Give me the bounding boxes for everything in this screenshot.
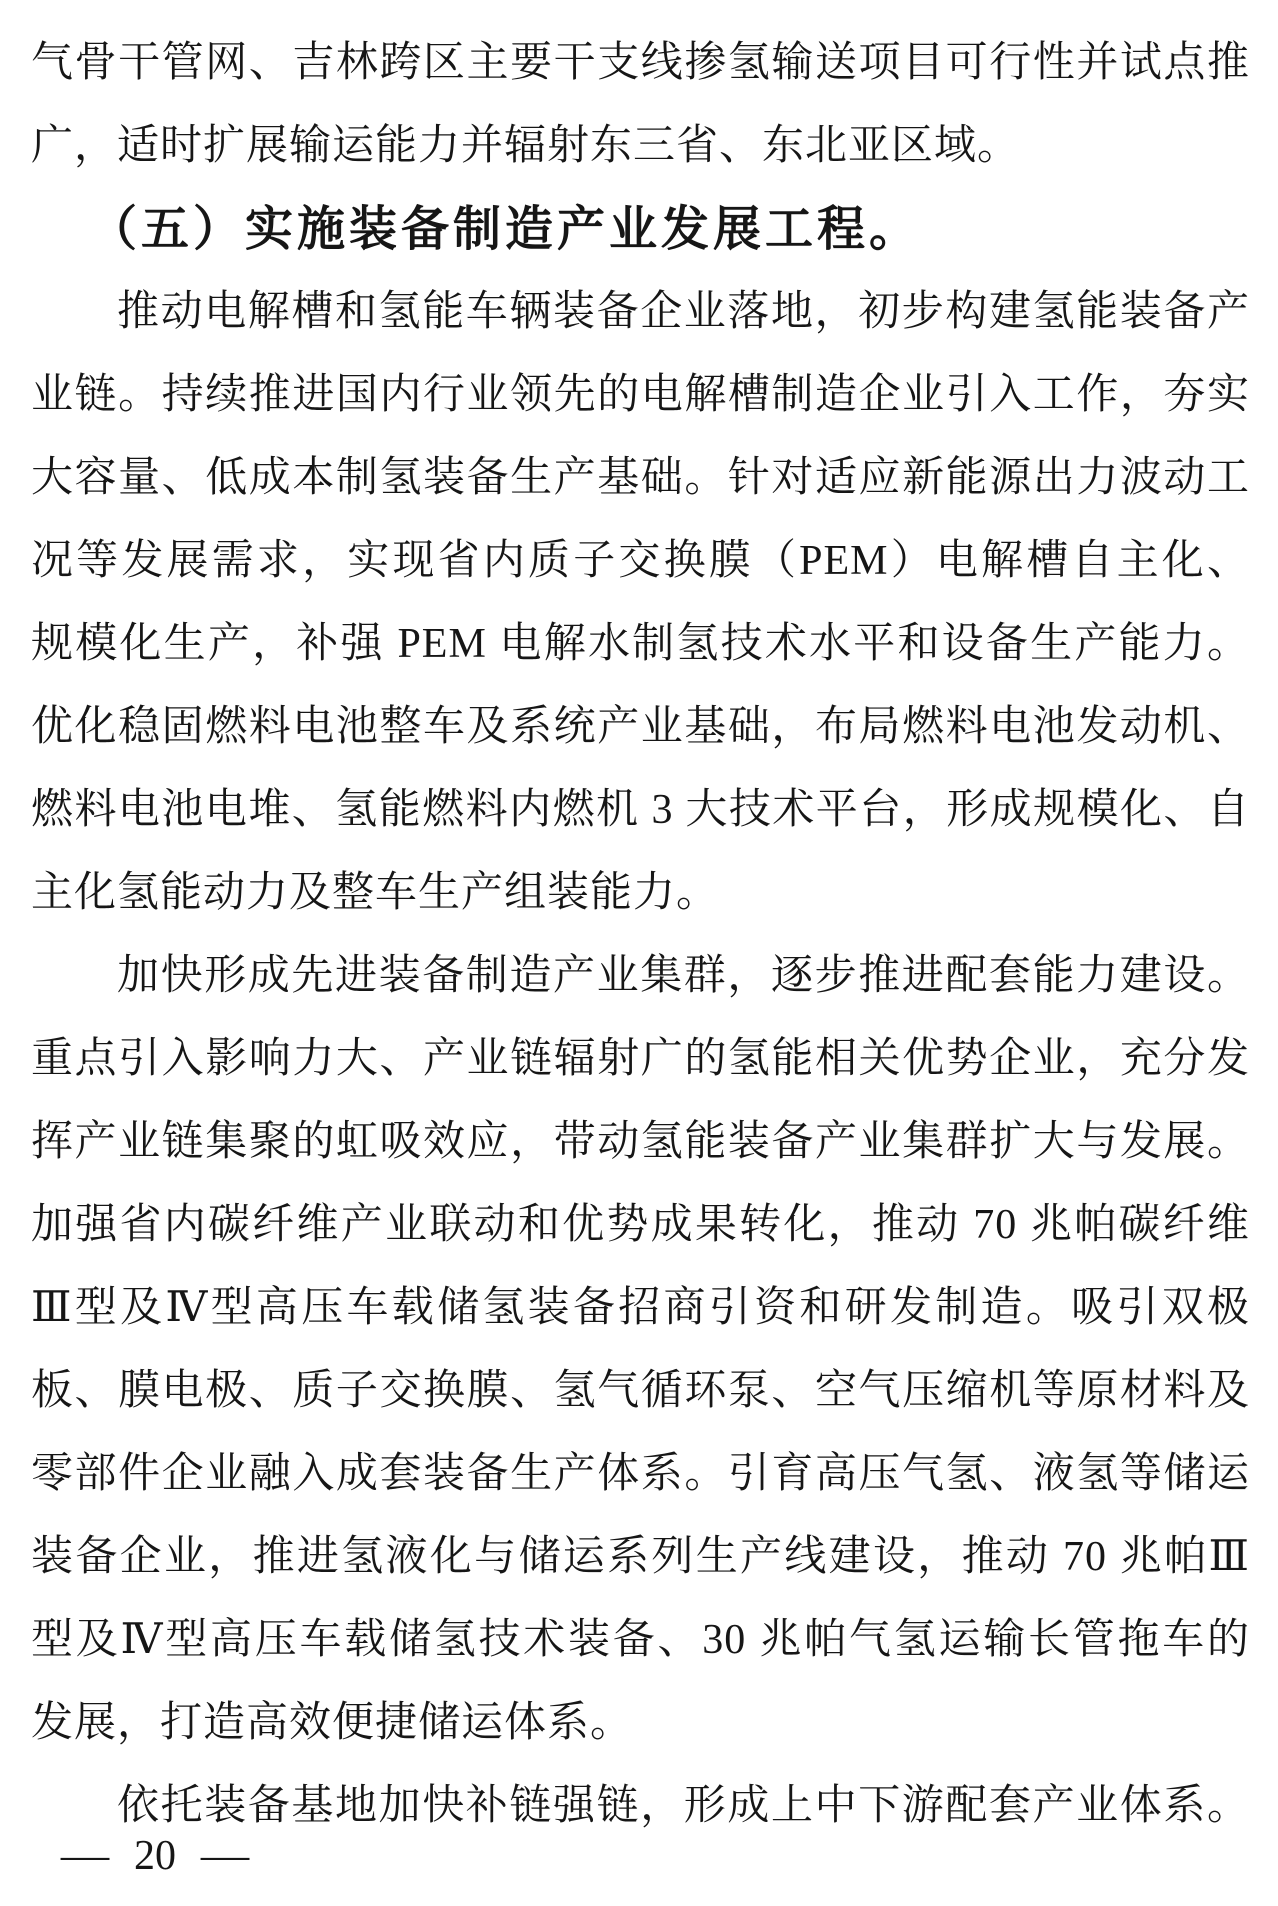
section-heading: （五）实施装备制造产业发展工程。 [89,203,922,256]
footer-right-dash: — [200,1833,250,1879]
body-text-line-16: Ⅲ型及Ⅳ型高压车载储氢装备招商引资和研发制造。吸引双极 [31,1285,1250,1331]
body-text-line-18: 零部件企业融入成套装备生产体系。引育高压气氢、液氢等储运 [31,1451,1250,1497]
body-text-line-4: 推动电解槽和氢能车辆装备企业落地，初步构建氢能装备产 [117,289,1250,335]
body-text-line-17: 板、膜电极、质子交换膜、氢气循环泵、空气压缩机等原材料及 [31,1368,1250,1414]
body-text-line-10: 燃料电池电堆、氢能燃料内燃机 3 大技术平台，形成规模化、自 [31,787,1250,833]
page-number: 20 [134,1833,176,1879]
body-text-line-12: 加快形成先进装备制造产业集群，逐步推进配套能力建设。 [117,953,1250,999]
body-text-line-22: 依托装备基地加快补链强链，形成上中下游配套产业体系。 [117,1783,1250,1829]
body-text-line-5: 业链。持续推进国内行业领先的电解槽制造企业引入工作，夯实 [31,372,1250,418]
body-text-line-15: 加强省内碳纤维产业联动和优势成果转化，推动 70 兆帕碳纤维 [31,1202,1250,1248]
body-text-line-8: 规模化生产，补强 PEM 电解水制氢技术水平和设备生产能力。 [31,621,1250,667]
body-text-line-9: 优化稳固燃料电池整车及系统产业基础，布局燃料电池发动机、 [31,704,1250,750]
page-footer [60,1832,250,1880]
body-text-line-19: 装备企业，推进氢液化与储运系列生产线建设，推动 70 兆帕Ⅲ [31,1534,1250,1580]
body-text-line-21: 发展，打造高效便捷储运体系。 [31,1700,634,1746]
footer-left-dash: — [60,1833,110,1879]
body-text-line-6: 大容量、低成本制氢装备生产基础。针对适应新能源出力波动工 [31,455,1250,501]
body-text-line-7: 况等发展需求，实现省内质子交换膜（PEM）电解槽自主化、 [31,538,1250,584]
body-text-line-14: 挥产业链集聚的虹吸效应，带动氢能装备产业集群扩大与发展。 [31,1119,1250,1165]
body-text-line-11: 主化氢能动力及整车生产组装能力。 [31,870,720,916]
body-text-line-1: 气骨干管网、吉林跨区主要干支线掺氢输送项目可行性并试点推 [31,40,1250,86]
body-text-line-20: 型及Ⅳ型高压车载储氢技术装备、30 兆帕气氢运输长管拖车的 [31,1617,1250,1663]
body-text-line-2: 广，适时扩展输运能力并辐射东三省、东北亚区域。 [31,123,1021,169]
body-text-line-13: 重点引入影响力大、产业链辐射广的氢能相关优势企业，充分发 [31,1036,1250,1082]
document-body [31,22,1250,1848]
